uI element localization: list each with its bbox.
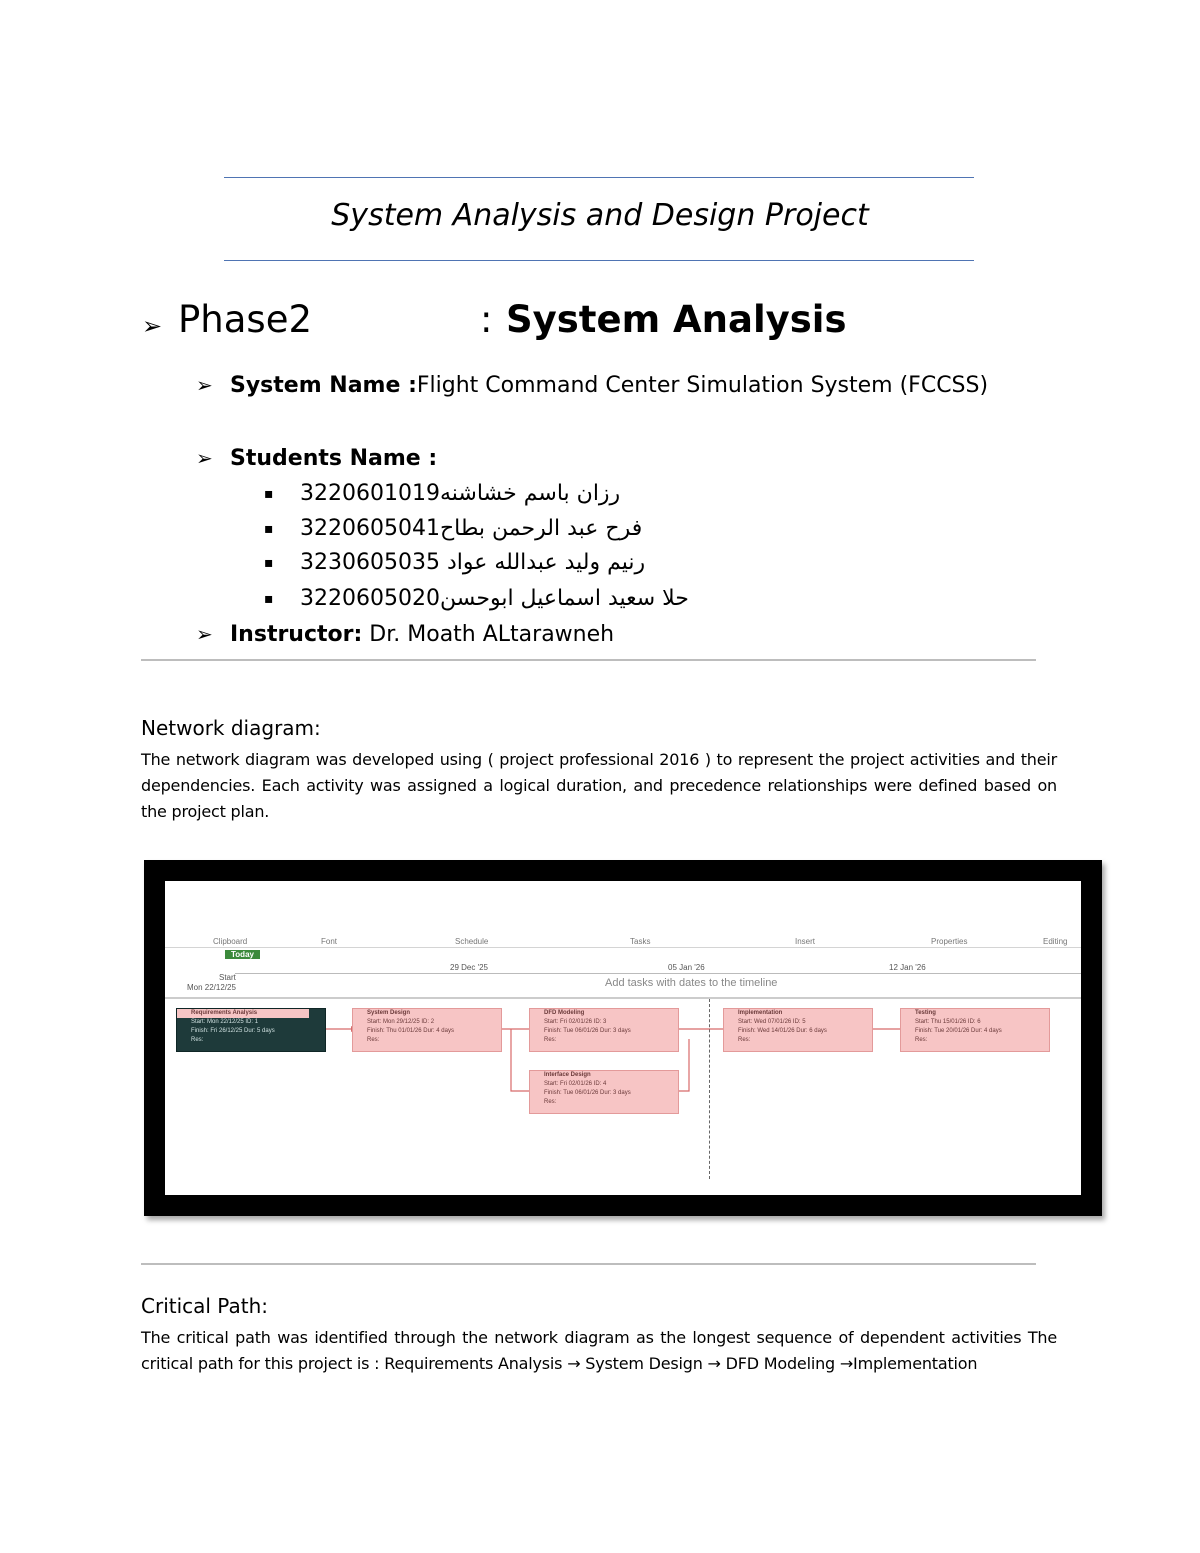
dependency-arrow <box>679 1039 689 1091</box>
ribbon-group: Insert <box>795 937 816 946</box>
square-bullet-icon: ▪ <box>264 555 274 571</box>
timeline-date: 12 Jan '26 <box>889 963 926 972</box>
critical-path-heading: Critical Path: <box>141 1294 268 1318</box>
student-item: ▪ 3230605035 رنيم وليد عبدالله عواد <box>264 550 646 575</box>
task-node-requirements: Requirements Analysis Start: Mon 22/12/25 ID: 1 Finish: Fri 26/12/25 Dur: 5 days Res: <box>176 1008 326 1052</box>
timeline-placeholder: Add tasks with dates to the timeline <box>605 977 778 989</box>
system-name-label: System Name : <box>230 373 417 398</box>
ribbon-group: Clipboard <box>213 937 248 946</box>
square-bullet-icon: ▪ <box>264 486 274 502</box>
student-item: ▪ 3220605041فرح عبد الرحمن بطاح <box>264 516 643 541</box>
task-node-system-design: System Design Start: Mon 29/12/25 ID: 2 Finish: Thu 01/01/26 Dur: 4 days Res: <box>352 1008 502 1052</box>
section-divider <box>141 1263 1036 1265</box>
system-name-value: Flight Command Center Simulation System (FCCSS) <box>416 373 989 398</box>
instructor-line <box>196 622 614 647</box>
critical-path-paragraph: The critical path was identified through the network diagram as the longest sequence of dependent activities The critical path for this project is : Requirements Analysis → System Design → DFD Modeling →Implementation <box>141 1328 1057 1373</box>
student-item: ▪ 3220605020حلا سعيد اسماعيل ابوحسن <box>264 586 689 611</box>
square-bullet-icon: ▪ <box>264 591 274 607</box>
today-marker: Today <box>225 950 260 959</box>
title-bottom-rule <box>224 260 974 261</box>
arrow-bullet-icon: ➢ <box>196 622 213 646</box>
network-diagram-screenshot <box>144 860 1102 1216</box>
students-label: Students Name : <box>230 446 438 471</box>
task-node-dfd-modeling: DFD Modeling Start: Fri 02/01/26 ID: 3 Finish: Tue 06/01/26 Dur: 3 days Res: <box>529 1008 679 1052</box>
arrow-bullet-icon: ➢ <box>142 312 163 340</box>
student-item: ▪ 3220601019رزان باسم خشاشنه <box>264 481 621 506</box>
ribbon-group: Editing <box>1043 937 1068 946</box>
dependency-arrow <box>511 1029 529 1091</box>
network-paragraph: The network diagram was developed using ( project professional 2016 ) to represent the project activities and their dependencies. Each activity was assigned a logical duration, and precedence relationships were defined based on the project plan. <box>141 750 1057 821</box>
section-divider <box>141 659 1036 661</box>
task-node-testing: Testing Start: Thu 15/01/26 ID: 6 Finish: Tue 20/01/26 Dur: 4 days Res: <box>900 1008 1050 1052</box>
timeline-date: 05 Jan '26 <box>668 963 705 972</box>
arrow-bullet-icon: ➢ <box>196 446 213 470</box>
task-node-implementation: Implementation Start: Wed 07/01/26 ID: 5 Finish: Wed 14/01/26 Dur: 6 days Res: <box>723 1008 873 1052</box>
phase-label: Phase2 <box>178 298 313 341</box>
ribbon-group: Tasks <box>630 937 651 946</box>
ribbon-group: Schedule <box>455 937 489 946</box>
page-title: System Analysis and Design Project <box>331 198 869 233</box>
phase-value: System Analysis <box>506 298 847 341</box>
network-heading: Network diagram: <box>141 716 321 740</box>
system-name-line <box>196 373 988 398</box>
task-node-interface-design: Interface Design Start: Fri 02/01/26 ID: 4 Finish: Tue 06/01/26 Dur: 3 days Res: <box>529 1070 679 1114</box>
timeline-start: Start Mon 22/12/25 <box>187 973 236 992</box>
title-top-rule <box>224 177 974 178</box>
square-bullet-icon: ▪ <box>264 521 274 537</box>
ribbon-group: Properties <box>931 937 968 946</box>
current-date-line <box>709 999 710 1179</box>
timeline-date: 29 Dec '25 <box>450 963 488 972</box>
screenshot-canvas <box>165 881 1081 1195</box>
instructor-value: Dr. Moath ALtarawneh <box>369 622 615 647</box>
ribbon-group: Font <box>321 937 338 946</box>
instructor-label: Instructor: <box>230 622 363 647</box>
arrow-bullet-icon: ➢ <box>196 373 213 397</box>
phase-colon: : <box>480 298 493 341</box>
students-heading <box>196 446 437 471</box>
